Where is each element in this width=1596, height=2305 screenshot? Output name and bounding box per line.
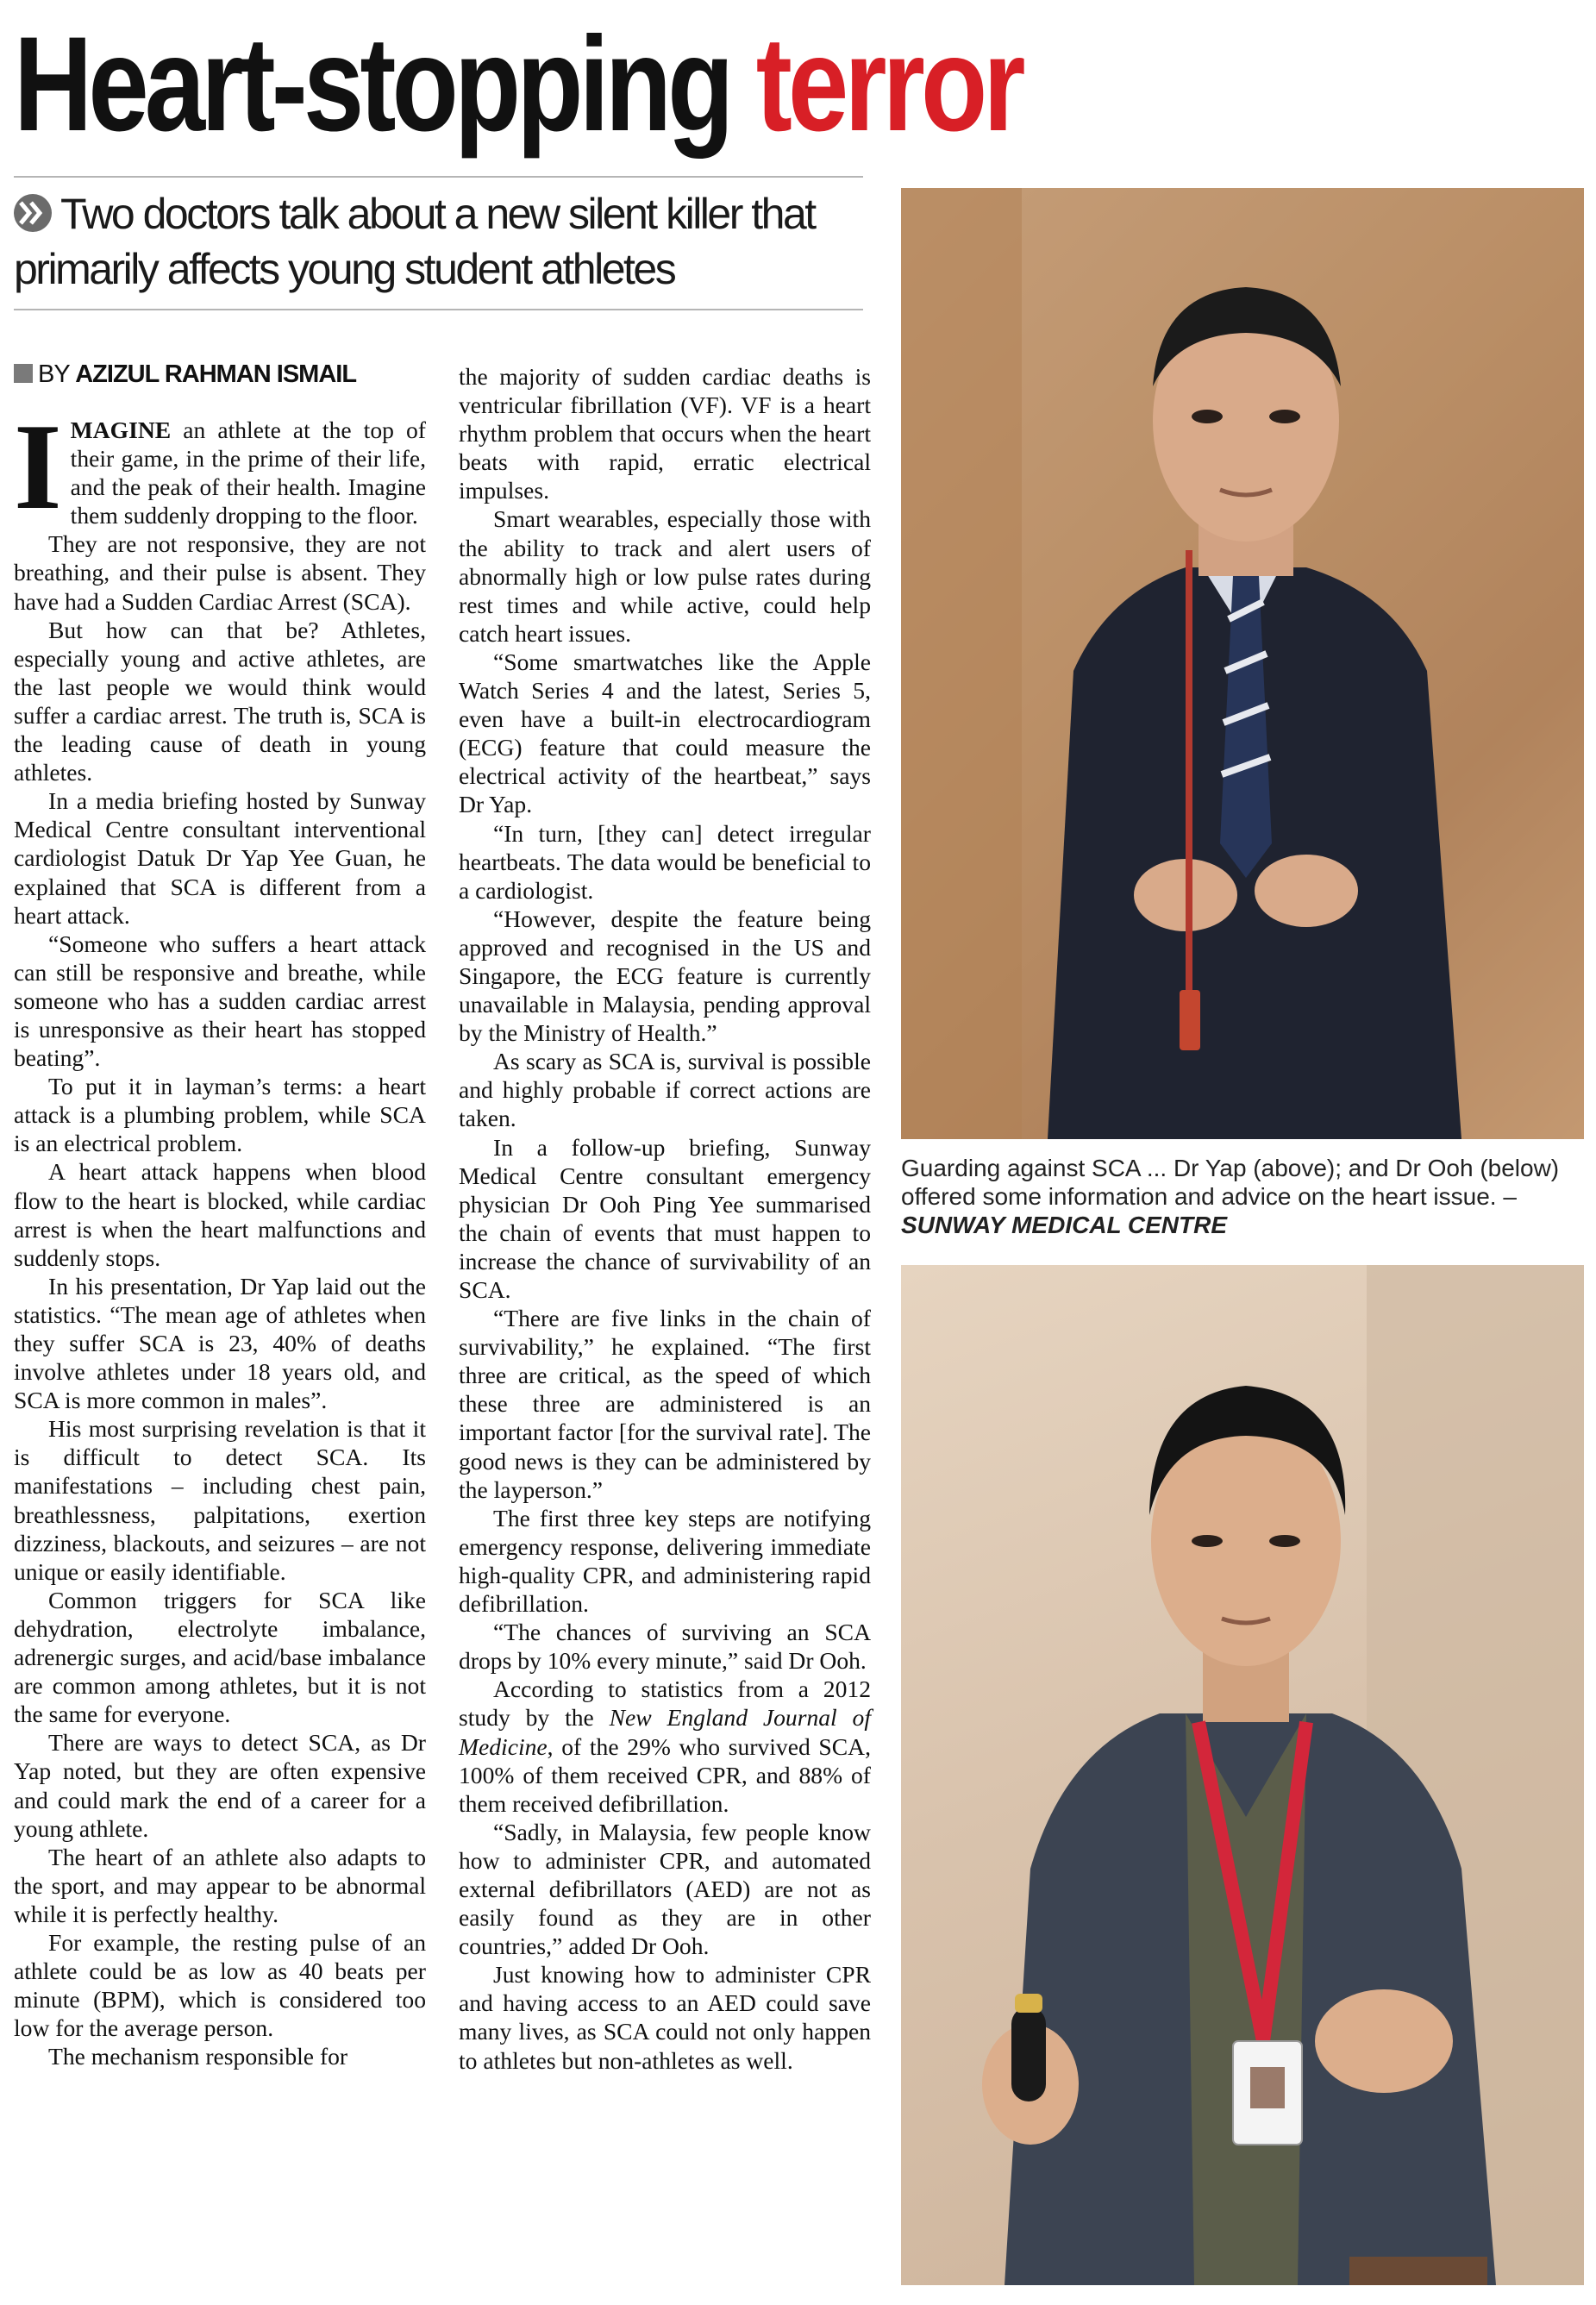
paragraph: “Some smartwatches like the Apple Watch Series 4 and the latest, Series 5, even have a built-in electrocardiogram (ECG) feature that could measure the electrical activity of the heartbeat,” says Dr Yap. bbox=[459, 648, 871, 818]
drop-cap: I bbox=[14, 398, 62, 535]
headline-accent: terror bbox=[755, 9, 1022, 160]
photo-caption bbox=[901, 1154, 1584, 1239]
paragraph: His most surprising revelation is that it is difficult to detect SCA. Its manifestations – including chest pain, breathlessness, palpitations, exertion dizziness, blackouts, and seizures – are not unique or easily identifiable. bbox=[14, 1415, 426, 1585]
paragraph: There are ways to detect SCA, as Dr Yap noted, but they are often expensive and could mark the end of a career for a young athlete. bbox=[14, 1729, 426, 1842]
paragraph: To put it in layman’s terms: a heart attack is a plumbing problem, while SCA is an electrical problem. bbox=[14, 1073, 426, 1157]
paragraph: But how can that be? Athletes, especially young and active athletes, are the last people we would think would suffer a cardiac arrest. The truth is, SCA is the leading cause of death in young athletes. bbox=[14, 616, 426, 786]
chevron-right-icon bbox=[14, 194, 52, 232]
headline-main: Heart-stopping bbox=[14, 9, 730, 160]
paragraph: “The chances of surviving an SCA drops by 10% every minute,” said Dr Ooh. bbox=[459, 1619, 871, 1675]
top-rule bbox=[14, 176, 863, 178]
paragraph: As scary as SCA is, survival is possible and highly probable if correct actions are taken. bbox=[459, 1048, 871, 1132]
paragraph-nejm bbox=[459, 1675, 871, 1817]
lead-caps: MAGINE bbox=[70, 417, 172, 443]
byline-square-icon bbox=[14, 364, 33, 383]
paragraph: The heart of an athlete also adapts to the sport, and may appear to be abnormal while it is perfectly healthy. bbox=[14, 1843, 426, 1927]
paragraph: They are not responsive, they are not breathing, and their pulse is absent. They have had a Sudden Cardiac Arrest (SCA). bbox=[14, 530, 426, 615]
byline-author: AZIZUL RAHMAN ISMAIL bbox=[75, 360, 357, 388]
nejm-after: , of the 29% who survived SCA, 100% of them received CPR, and 88% of them received defibrillation. bbox=[459, 1732, 871, 1817]
byline bbox=[14, 357, 356, 391]
paragraph-continued: the majority of sudden cardiac deaths is ventricular fibrillation (VF). VF is a heart rhythm problem that occurs when the heart beats with rapid, erratic electrical impulses. bbox=[459, 363, 871, 504]
article-column-1 bbox=[14, 398, 426, 2070]
photo-dr-yap bbox=[901, 188, 1584, 1139]
journal-title: New England Journal of Medicine bbox=[459, 1704, 872, 1760]
photo-dr-ooh bbox=[901, 1265, 1584, 2285]
paragraph: Smart wearables, especially those with the ability to track and alert users of abnormally high or low pulse rates during rest times and while active, could help catch heart issues. bbox=[459, 505, 871, 647]
paragraph: A heart attack happens when blood flow to the heart is blocked, while cardiac arrest is when the heart malfunctions and suddenly stops. bbox=[14, 1158, 426, 1271]
deck-rule bbox=[14, 309, 863, 310]
paragraph: For example, the resting pulse of an athlete could be as low as 40 beats per minute (BPM), which is considered too low for the average person. bbox=[14, 1928, 426, 2042]
lead-paragraph bbox=[14, 398, 426, 535]
paragraph: Just knowing how to administer CPR and having access to an AED could save many lives, as SCA could not only happen to athletes but non-athletes as well. bbox=[459, 1961, 871, 2074]
paragraph: The first three key steps are notifying emergency response, delivering immediate high-quality CPR, and administering rapid defibrillation. bbox=[459, 1504, 871, 1618]
paragraph: “However, despite the feature being approved and recognised in the US and Singapore, the ECG feature is currently unavailable in Malaysia, pending approval by the Ministry of Health.” bbox=[459, 905, 871, 1047]
paragraph: In a media briefing hosted by Sunway Medical Centre consultant interventional cardiologist Datuk Dr Yap Yee Guan, he explained that SCA is different from a heart attack. bbox=[14, 787, 426, 929]
paragraph: “In turn, [they can] detect irregular heartbeats. The data would be beneficial to a cardiologist. bbox=[459, 819, 871, 904]
byline-by: BY bbox=[38, 360, 70, 388]
paragraph: “Someone who suffers a heart attack can still be responsive and breathe, while someone who has a sudden cardiac arrest is unresponsive as their heart has stopped beating”. bbox=[14, 930, 426, 1072]
paragraph: “There are five links in the chain of survivability,” he explained. “The first three are critical, as the speed of which these three are administered is an important factor [for the survival rate]. The good news is they can be administered by the layperson.” bbox=[459, 1305, 871, 1503]
headline bbox=[14, 7, 1022, 162]
deck-text: Two doctors talk about a new silent killer that primarily affects young student athletes bbox=[14, 190, 815, 293]
paragraph: Common triggers for SCA like dehydration, electrolyte imbalance, adrenergic surges, and acid/base imbalance are common among athletes, but it is not the same for everyone. bbox=[14, 1586, 426, 1728]
paragraph: In his presentation, Dr Yap laid out the statistics. “The mean age of athletes when they suffer SCA is 23, 40% of deaths involve athletes under 18 years old, and SCA is more common in males”. bbox=[14, 1272, 426, 1414]
lead-text: an athlete at the top of their game, in the prime of their life, and the peak of their health. Imagine them suddenly dropping to the floor. bbox=[70, 417, 426, 529]
nejm-before: According to statistics from a 2012 study by the bbox=[459, 1676, 871, 1732]
deck bbox=[14, 186, 863, 297]
article-column-2 bbox=[459, 362, 871, 2075]
paragraph: “Sadly, in Malaysia, few people know how to administer CPR, and automated external defibrillators (AED) are not as easily found as they are in other countries,” added Dr Ooh. bbox=[459, 1818, 871, 1960]
paragraph: The mechanism responsible for bbox=[48, 2043, 348, 2070]
caption-credit: SUNWAY MEDICAL CENTRE bbox=[901, 1212, 1228, 1238]
caption-text: Guarding against SCA ... Dr Yap (above); and Dr Ooh (below) offered some information and advice on the heart issue. – bbox=[901, 1155, 1560, 1210]
paragraph: In a follow-up briefing, Sunway Medical Centre consultant emergency physician Dr Ooh Ping Yee summarised the chain of events that must happen to increase the chance of survivability of an SCA. bbox=[459, 1133, 871, 1303]
